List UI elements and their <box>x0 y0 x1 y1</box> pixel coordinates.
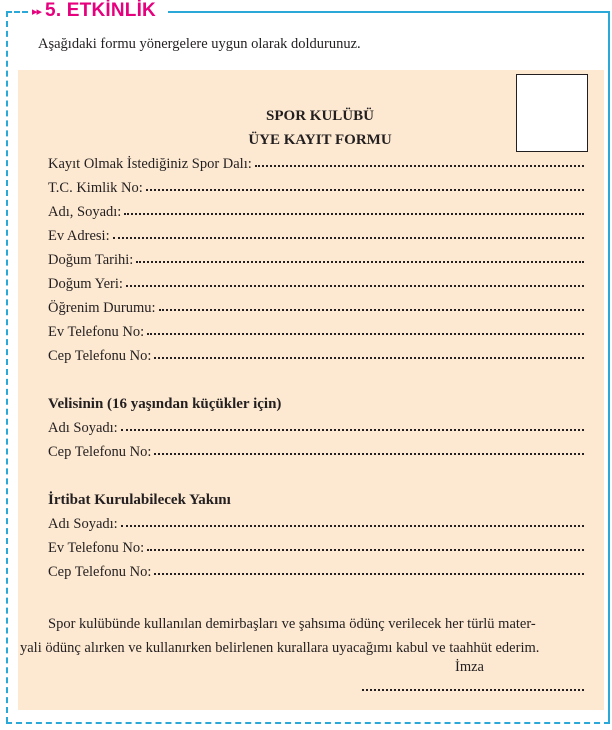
pledge-line-1: Spor kulübünde kullanılan demirbaşları ve şahsıma ödünç verilecek her türlü mater- <box>48 616 536 632</box>
fill-line[interactable] <box>147 539 584 551</box>
field-birth-date[interactable] <box>48 252 584 269</box>
instruction-text: Aşağıdaki formu yönergelere uygun olarak doldurunuz. <box>38 36 361 52</box>
frame-bottom-border <box>6 722 610 724</box>
field-full-name[interactable] <box>48 204 584 221</box>
field-label: Adı Soyadı: <box>48 516 118 532</box>
field-tc-id[interactable] <box>48 180 584 197</box>
field-label: T.C. Kimlik No: <box>48 180 143 196</box>
field-label: Doğum Tarihi: <box>48 252 134 268</box>
frame-right-border <box>608 11 610 723</box>
signature-line[interactable] <box>362 689 584 691</box>
field-home-phone[interactable] <box>48 324 584 341</box>
field-label: Cep Telefonu No: <box>48 444 152 460</box>
fill-line[interactable] <box>113 227 584 239</box>
field-home-address[interactable] <box>48 228 584 245</box>
field-label: Cep Telefonu No: <box>48 348 152 364</box>
field-label: Doğum Yeri: <box>48 276 123 292</box>
fill-line[interactable] <box>126 275 584 287</box>
field-guardian-mobile[interactable] <box>48 444 584 461</box>
fill-line[interactable] <box>121 419 584 431</box>
photo-box[interactable] <box>516 74 588 152</box>
field-birth-place[interactable] <box>48 276 584 293</box>
form-title-line1: SPOR KULÜBÜ <box>266 108 374 124</box>
activity-header <box>30 0 160 22</box>
field-label: Öğrenim Durumu: <box>48 300 156 316</box>
field-mobile-phone[interactable] <box>48 348 584 365</box>
field-label: Ev Telefonu No: <box>48 540 145 556</box>
signature-label: İmza <box>455 659 484 675</box>
fill-line[interactable] <box>154 563 584 575</box>
field-label: Ev Adresi: <box>48 228 110 244</box>
pledge-line-2: yali ödünç alırken ve kullanırken belirlenen kurallara uyacağımı kabul ve taahhüt ederim. <box>20 640 540 656</box>
guardian-heading: Velisinin (16 yaşından küçükler için) <box>48 396 282 412</box>
activity-title: 5. ETKİNLİK <box>45 0 156 21</box>
field-label: Adı, Soyadı: <box>48 204 122 220</box>
fill-line[interactable] <box>136 251 584 263</box>
frame-top-border <box>168 11 610 13</box>
field-education[interactable] <box>48 300 584 317</box>
field-contact-home-phone[interactable] <box>48 540 584 557</box>
fill-line[interactable] <box>121 515 584 527</box>
frame-left-border <box>6 11 8 723</box>
field-contact-name[interactable] <box>48 516 584 533</box>
fill-line[interactable] <box>159 299 584 311</box>
fill-line[interactable] <box>147 323 584 335</box>
field-label: Adı Soyadı: <box>48 420 118 436</box>
double-arrow-icon: ▸▸ <box>32 4 42 18</box>
field-label: Kayıt Olmak İstediğiniz Spor Dalı: <box>48 156 252 172</box>
fill-line[interactable] <box>146 179 584 191</box>
field-contact-mobile[interactable] <box>48 564 584 581</box>
field-guardian-name[interactable] <box>48 420 584 437</box>
field-label: Cep Telefonu No: <box>48 564 152 580</box>
fill-line[interactable] <box>124 203 584 215</box>
form-title-line2: ÜYE KAYIT FORMU <box>248 132 392 148</box>
fill-line[interactable] <box>154 347 584 359</box>
field-sport-branch[interactable] <box>48 156 584 173</box>
field-label: Ev Telefonu No: <box>48 324 145 340</box>
contact-heading: İrtibat Kurulabilecek Yakını <box>48 492 231 508</box>
fill-line[interactable] <box>255 155 584 167</box>
fill-line[interactable] <box>154 443 584 455</box>
